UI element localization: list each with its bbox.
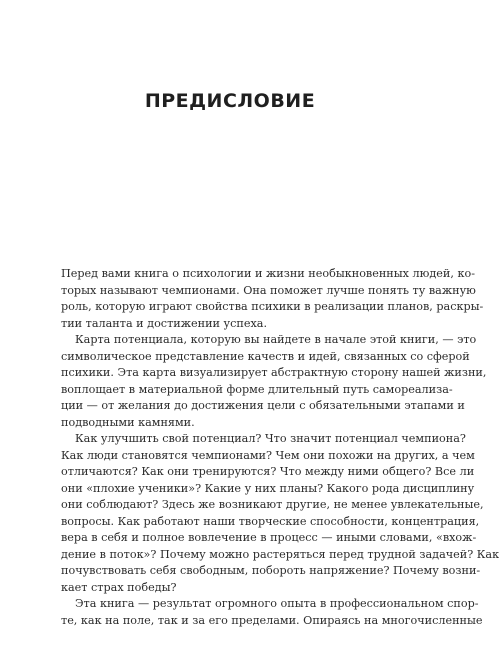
text-line: роль, которую играют свойства психики в реализации планов, раскры- [61, 300, 484, 313]
text-line: вера в себя и полное вовлечение в процесс — иными словами, «вхож- [61, 531, 477, 544]
text-line: Перед вами книга о психологии и жизни необыкновенных людей, ко- [61, 267, 475, 280]
text-line: почувствовать себя свободным, побороть напряжение? Почему возни- [61, 564, 481, 577]
text-line: они «плохие ученики»? Какие у них планы? Какого рода дисциплину [61, 481, 475, 495]
text-line: вопросы. Как работают наши творческие способности, концентрация, [61, 514, 480, 528]
text-line: воплощает в материальной форме длительный путь самореализа- [61, 382, 453, 396]
text-line: те, как на поле, так и за его пределами. Опираясь на многочисленные [61, 613, 483, 627]
text-line: они соблюдают? Здесь же возникают другие, не менее увлекательные, [61, 498, 484, 511]
text-line: подводными камнями. [61, 415, 195, 429]
text-line: ции — от желания до достижения цели с обязательными этапами и [61, 399, 465, 412]
text-line: символическое представление качеств и идей, связанных со сферой [61, 349, 470, 363]
body-text [61, 266, 499, 629]
text-line: кает страх победы? [61, 580, 177, 594]
text-line: психики. Эта карта визуализирует абстрактную сторону нашей жизни, [61, 366, 487, 379]
text-line: дение в поток»? Почему можно растеряться перед трудной задачей? Как [61, 547, 499, 561]
text-line: торых называют чемпионами. Она поможет лучше понять ту важную [61, 283, 476, 297]
text-line: тии таланта и достижении успеха. [61, 316, 268, 330]
text-line: отличаются? Как они тренируются? Что между ними общего? Все ли [61, 465, 475, 478]
text-line: Карта потенциала, которую вы найдете в начале этой книги, — это [75, 333, 477, 346]
chapter-title: ПРЕДИСЛОВИЕ [144, 90, 316, 112]
text-line: Как люди становятся чемпионами? Чем они похожи на других, а чем [61, 448, 475, 462]
text-line: Эта книга — результат огромного опыта в профессиональном спор- [75, 597, 479, 610]
text-line: Как улучшить свой потенциал? Что значит потенциал чемпиона? [75, 432, 466, 445]
